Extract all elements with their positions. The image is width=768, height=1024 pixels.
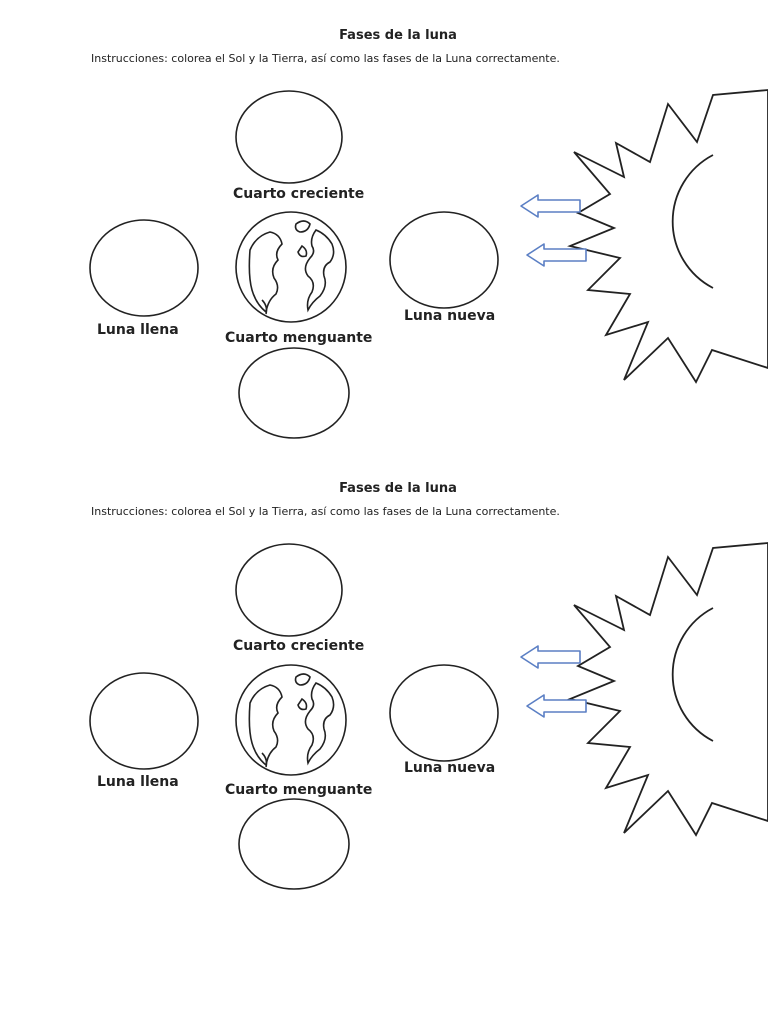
worksheet-title: Fases de la luna	[339, 28, 457, 43]
moon-right-circle	[390, 212, 498, 308]
moon-right-circle	[390, 665, 498, 761]
label-cuarto-menguante: Cuarto menguante	[225, 782, 373, 798]
worksheet-2	[0, 453, 768, 923]
moon-top-circle	[236, 544, 342, 636]
moon-left-circle	[90, 220, 198, 316]
earth-icon	[236, 665, 346, 775]
label-luna-llena: Luna llena	[97, 322, 179, 338]
worksheet-1	[0, 0, 768, 470]
moon-bottom-circle	[239, 799, 349, 889]
label-cuarto-creciente: Cuarto creciente	[233, 638, 365, 654]
earth-icon	[236, 212, 346, 322]
worksheet-art	[0, 0, 768, 470]
worksheet-instructions: Instrucciones: colorea el Sol y la Tierra, así como las fases de la Luna correctamente.	[91, 505, 560, 518]
worksheet-art	[0, 453, 768, 923]
arrow-left-icon	[521, 646, 586, 717]
sun-icon	[570, 543, 768, 835]
label-luna-llena: Luna llena	[97, 774, 179, 790]
label-luna-nueva: Luna nueva	[404, 760, 496, 776]
label-luna-nueva: Luna nueva	[404, 308, 496, 324]
moon-top-circle	[236, 91, 342, 183]
moon-bottom-circle	[239, 348, 349, 438]
arrow-left-icon	[521, 195, 586, 266]
worksheet-title: Fases de la luna	[339, 481, 457, 496]
worksheet-instructions: Instrucciones: colorea el Sol y la Tierra, así como las fases de la Luna correctamente.	[91, 52, 560, 65]
sun-icon	[570, 90, 768, 382]
label-cuarto-menguante: Cuarto menguante	[225, 330, 373, 346]
label-cuarto-creciente: Cuarto creciente	[233, 186, 365, 202]
moon-left-circle	[90, 673, 198, 769]
